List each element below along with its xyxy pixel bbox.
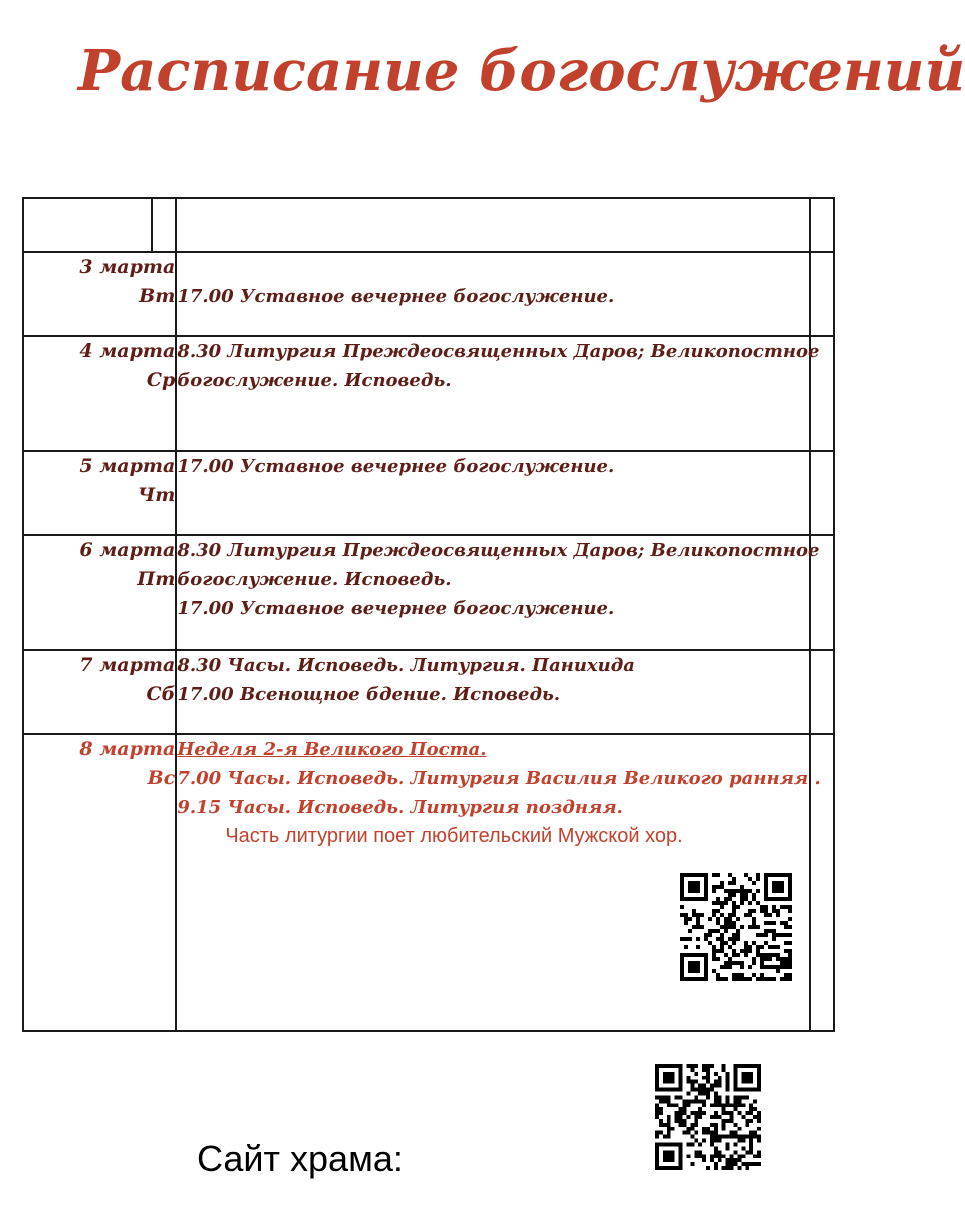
date-cell [23,535,176,650]
service-line: 7.00 Часы. Исповедь. Литургия Василия Великого ранняя . [177,768,821,789]
service-line: 17.00 Всенощное бдение. Исповедь. [177,684,561,705]
service-cell [176,650,809,734]
header-cell [810,198,834,252]
service-cell [176,734,821,1031]
schedule-row [23,650,834,734]
date: 6 марта [79,539,176,561]
qr-code-image [680,873,792,981]
service-line: 9.15 Часы. Исповедь. Литургия поздняя. [177,797,623,818]
header-cell [23,198,152,252]
service-line: богослужение. Исповедь. [177,569,452,590]
schedule-row [23,451,834,535]
qr-code-image [654,1064,762,1170]
service-line: 17.00 Уставное вечернее богослужение. [177,456,615,477]
date: 3 марта [79,256,176,278]
header-cell [152,198,176,252]
date-cell [23,252,176,336]
page-title: Расписание богослужений [78,38,965,104]
end-cell [810,451,834,535]
service-line: богослужение. Исповедь. [177,370,452,391]
service-line: 8.30 Часы. Исповедь. Литургия. Панихида [177,655,635,676]
date-cell [23,451,176,535]
date: 8 марта [79,738,176,760]
service-line: 8.30 Литургия Преждеосвященных Даров; Великопостное [177,341,820,362]
service-line: 8.30 Литургия Преждеосвященных Даров; Великопостное [177,540,820,561]
schedule-row [23,252,834,336]
end-cell [810,252,834,336]
date-cell [23,734,176,1031]
date: 7 марта [79,654,176,676]
weekday: Чт [137,484,176,506]
schedule-table [22,197,835,1032]
service-cell [176,451,809,535]
header-row [23,198,834,252]
weekday: Сб [146,683,176,705]
service-line: 17.00 Уставное вечернее богослужение. [177,286,615,307]
weekday: Вс [147,767,176,789]
date-cell [23,336,176,451]
date-cell [23,650,176,734]
weekday: Вт [139,285,176,307]
service-cell [176,535,820,650]
end-cell [810,650,834,734]
choir-qr-code[interactable] [680,873,792,981]
schedule-row [23,336,834,451]
feast-heading: Неделя 2-я Великого Поста. [177,739,487,760]
weekday: Пт [137,568,176,590]
schedule-row [23,734,834,1031]
service-cell [176,252,809,336]
weekday: Ср [146,369,176,391]
date: 4 марта [79,340,176,362]
header-cell [176,198,809,252]
choir-note: Часть литургии поет любительский Мужской хор. [225,825,683,847]
service-line [177,253,808,282]
service-line: 17.00 Уставное вечернее богослужение. [177,598,615,619]
schedule-row [23,535,834,650]
site-label: Сайт храма: [197,1138,403,1179]
service-cell [176,336,820,451]
site-qr-code[interactable] [654,1064,762,1170]
date: 5 марта [79,455,176,477]
